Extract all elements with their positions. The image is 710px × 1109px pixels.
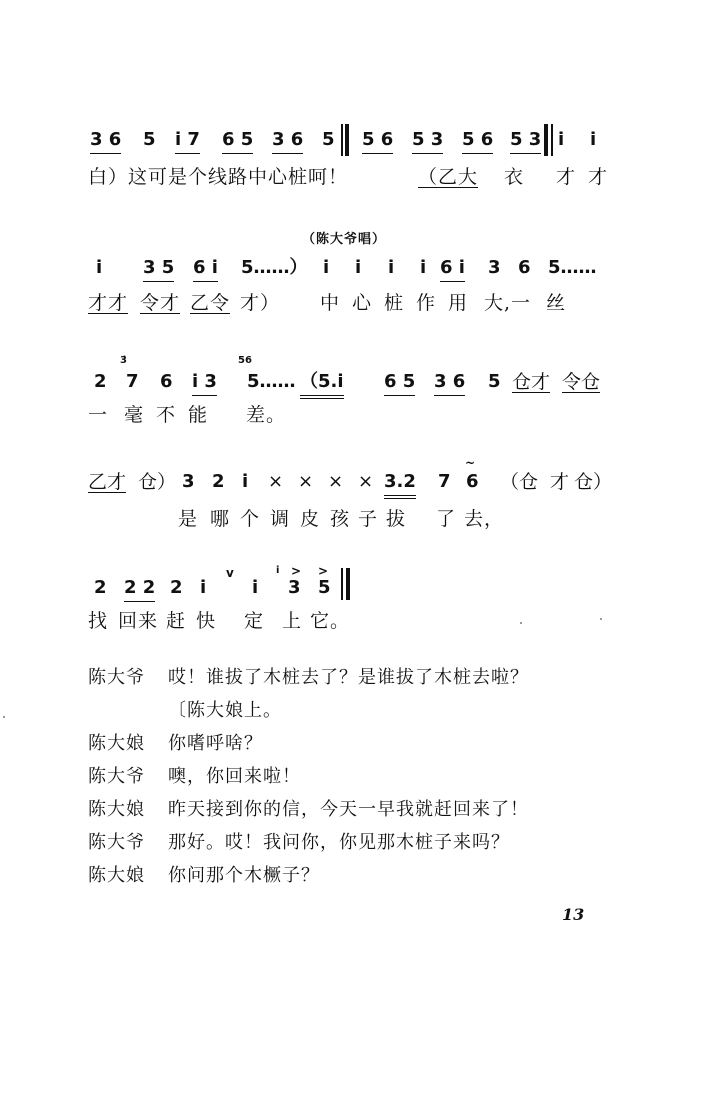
lyric-text: 作 <box>416 292 437 314</box>
speech: 那好。哎！我问你，你见那木桩子来吗？ <box>168 832 510 853</box>
speech: 〔陈大娘上。 <box>168 700 282 721</box>
speech: 昨天接到你的信，今天一早我就赶回来了！ <box>168 799 529 820</box>
note: 5……） <box>241 257 308 278</box>
lyric-text: 孩 <box>330 508 351 530</box>
note-group: 6 i <box>440 256 465 282</box>
rest-x: × <box>298 471 314 492</box>
notation-row <box>0 370 710 400</box>
rest-x: × <box>358 471 374 492</box>
lyric-text: 心 <box>352 292 373 314</box>
lyric-row <box>0 608 710 638</box>
speech: 你问那个木橛子？ <box>168 865 320 886</box>
lyric-text: 哪 <box>210 508 231 530</box>
speaker: 陈大爷 <box>88 766 145 787</box>
note-group: 2 2 <box>124 576 155 602</box>
lyric-text: 衣 <box>504 166 525 188</box>
final-barline-thick <box>346 568 350 600</box>
note-group: 6 i <box>193 256 218 282</box>
lyric-text: 定 <box>244 610 265 632</box>
note: i <box>200 577 207 598</box>
lyric-text: 一 <box>88 404 109 426</box>
note: 5 <box>322 129 335 150</box>
lyric-text: 快 <box>196 610 217 632</box>
paper-speck <box>3 716 5 718</box>
paper-speck <box>520 622 522 624</box>
note: 3 <box>182 471 195 492</box>
note-group: 5 3 <box>510 128 541 154</box>
note-group: 6 5 <box>222 128 253 154</box>
notation-row <box>0 256 710 286</box>
lyric-text: 皮 <box>300 508 321 530</box>
accent-mark: > <box>291 564 302 578</box>
percussion-text: 仓） <box>574 471 613 493</box>
note-group: i 3 <box>192 370 217 396</box>
note: 3 <box>488 257 501 278</box>
percussion-text: 仓才 <box>512 371 551 393</box>
rest-x: × <box>328 471 344 492</box>
lyric-text: 拔 <box>386 508 407 530</box>
lyric-text: 调 <box>270 508 291 530</box>
lyric-text: 用 <box>448 292 469 314</box>
note: i <box>590 129 597 150</box>
note-group: 3.2 <box>384 470 416 499</box>
percussion-text: 乙才 <box>88 471 127 493</box>
lyric-row <box>0 164 710 194</box>
note-group: 3 6 <box>272 128 303 154</box>
repeat-barline-close <box>551 124 553 156</box>
note: 2 <box>94 577 107 598</box>
speaker: 陈大娘 <box>88 799 145 820</box>
note: 5…… <box>247 371 296 392</box>
lyric-text: 丝 <box>546 292 567 314</box>
note: 2 <box>170 577 183 598</box>
lyric-text: 令才 <box>140 292 181 314</box>
speech: 噢，你回来啦！ <box>168 766 301 787</box>
note-group: 3 6 <box>434 370 465 396</box>
note: 5 <box>318 577 331 598</box>
notation-row <box>0 128 710 158</box>
note: i <box>96 257 103 278</box>
grace-note: 3̇ <box>120 355 127 366</box>
note: 6 <box>518 257 531 278</box>
percussion-text: 仓） <box>138 471 177 493</box>
note-group: 3 6 <box>90 128 121 154</box>
note: i <box>323 257 330 278</box>
note: i <box>388 257 395 278</box>
repeat-barline-open-thick <box>345 124 349 156</box>
paper-speck <box>600 618 602 620</box>
singer-note: （陈大爷唱） <box>302 232 387 247</box>
lyric-text: 大,一 <box>484 292 532 314</box>
speaker: 陈大娘 <box>88 733 145 754</box>
speaker: 陈大爷 <box>88 832 145 853</box>
page-number: 13 <box>562 905 585 924</box>
lyric-text: 能 <box>188 404 209 426</box>
percussion-text: （仓 <box>500 471 539 493</box>
lyric-text: 中 <box>320 292 341 314</box>
rest-x: × <box>268 471 284 492</box>
lyric-text: 才） <box>240 292 281 314</box>
grace-note: i <box>276 565 280 576</box>
note-group: 3 5 <box>143 256 174 282</box>
lyric-row <box>0 290 710 320</box>
lyric-text: 找 <box>88 610 109 632</box>
notation-row <box>0 470 710 500</box>
note-group: 5 6 <box>462 128 493 154</box>
lyric-text: 回来 <box>118 610 159 632</box>
lyric-text: 白）这可是个线路中心桩呵！ <box>88 166 349 188</box>
lyric-text: 才才 <box>88 292 129 314</box>
speaker: 陈大爷 <box>88 667 145 688</box>
grace-note: 56 <box>238 355 252 366</box>
lyric-text: （乙大 <box>418 166 479 188</box>
lyric-text: 了 <box>436 508 457 530</box>
final-barline-thin <box>341 568 343 600</box>
repeat-barline-open <box>341 124 343 156</box>
note-group: （5.i <box>300 370 344 399</box>
note: i <box>242 471 249 492</box>
lyric-text: 赶 <box>166 610 187 632</box>
note: 5 <box>488 371 501 392</box>
speaker: 陈大娘 <box>88 865 145 886</box>
note-group: 5 3 <box>412 128 443 154</box>
note: i <box>558 129 565 150</box>
note: 7 <box>126 371 139 392</box>
lyric-text: 去， <box>464 508 505 530</box>
note-group: 5 6 <box>362 128 393 154</box>
lyric-text: 是 <box>178 508 199 530</box>
lyric-text: 乙令 <box>190 292 231 314</box>
trill-mark: ~ <box>465 456 476 470</box>
note: i <box>355 257 362 278</box>
lyric-text: 它。 <box>310 610 351 632</box>
percussion-text: 令仓 <box>562 371 601 393</box>
note: 5 <box>143 129 156 150</box>
lyric-text: 才 <box>556 166 577 188</box>
lyric-text: 个 <box>240 508 261 530</box>
lyric-text: 才 <box>588 166 609 188</box>
note-group: i 7 <box>175 128 200 154</box>
lyric-text: 上 <box>282 610 303 632</box>
note: 6 <box>160 371 173 392</box>
lyric-text: 毫 <box>124 404 145 426</box>
breath-mark: v <box>226 566 234 580</box>
speech: 哎！谁拔了木桩去了？是谁拔了木桩去啦？ <box>168 667 529 688</box>
lyric-text: 桩 <box>384 292 405 314</box>
note: 6 <box>466 471 479 492</box>
note: 3 <box>288 577 301 598</box>
lyric-text: 不 <box>156 404 177 426</box>
note: 2 <box>212 471 225 492</box>
note: 2 <box>94 371 107 392</box>
accent-mark: > <box>318 564 329 578</box>
note: 7 <box>438 471 451 492</box>
lyric-text: 子 <box>358 508 379 530</box>
note-group: 6 5 <box>384 370 415 396</box>
percussion-text: 才 <box>550 471 570 493</box>
note: i <box>252 577 259 598</box>
notation-row <box>0 576 710 606</box>
repeat-barline-close-thick <box>544 124 548 156</box>
lyric-text: 差。 <box>246 404 287 426</box>
speech: 你嗜呼啥？ <box>168 733 263 754</box>
lyric-row <box>0 506 710 536</box>
lyric-row <box>0 402 710 432</box>
note: i <box>420 257 427 278</box>
note: 5…… <box>548 257 597 278</box>
